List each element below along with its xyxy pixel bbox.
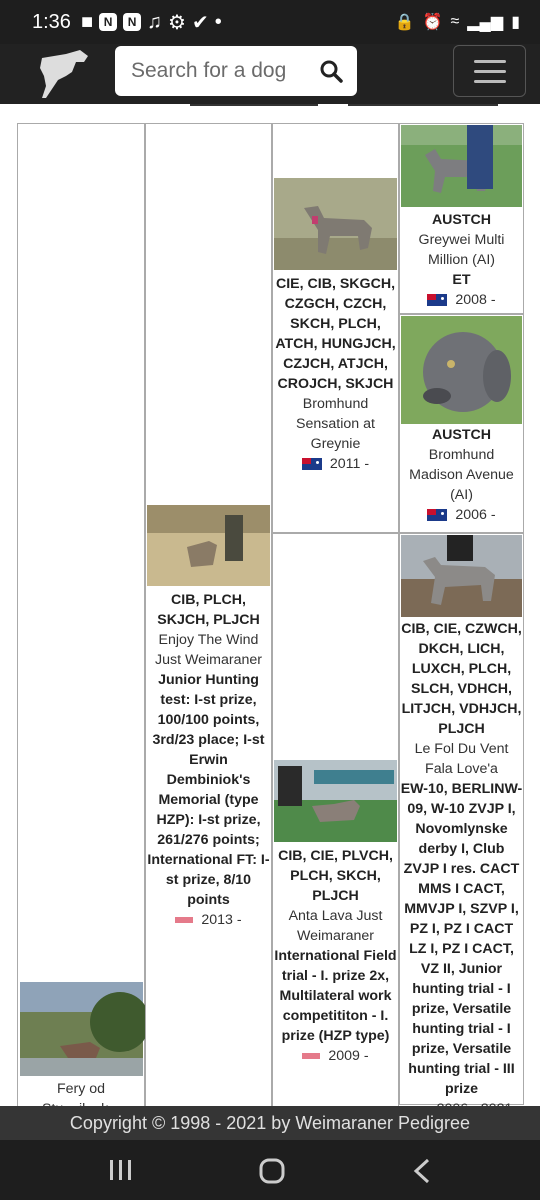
dog-photo[interactable]	[401, 316, 522, 424]
australia-flag-icon	[302, 458, 322, 470]
dog-titles: CIB, CIE, PLVCH, PLCH, SKCH, PLJCH	[278, 848, 393, 904]
battery-icon: ▮	[511, 14, 520, 31]
dog-year-row	[146, 910, 271, 930]
recent-apps-icon[interactable]	[108, 1158, 134, 1182]
dog-year-row	[400, 505, 523, 525]
australia-flag-icon	[427, 509, 447, 521]
back-icon[interactable]	[412, 1158, 432, 1184]
dog-photo[interactable]	[274, 178, 397, 270]
dog-name[interactable]: Anta Lava Just Weimaraner	[288, 908, 383, 944]
dog-titles: CIB, PLCH, SKJCH, PLJCH	[157, 592, 260, 628]
pedigree-gen4-cell	[399, 533, 524, 1105]
dog-year-row	[400, 290, 523, 310]
pedigree-gen3-top-cell	[272, 123, 399, 533]
signal-icon: ▂▄▆	[467, 14, 504, 31]
dog-year-row	[273, 454, 398, 474]
pedigree-content	[0, 104, 540, 1106]
dog-name[interactable]: Bromhund Sensation at Greynie	[296, 396, 375, 452]
dog-entry[interactable]	[400, 210, 523, 310]
poland-flag-icon	[175, 917, 193, 923]
notification-icons	[81, 10, 222, 35]
dog-achievements: EW-10, BERLINW-09, W-10 ZVJP I, Novomlynske derby I, Club ZVJP I res. CACT MMS I CACT, MMVJP I, SZVP I, PZ I, PZ I CACT LZ I, PZ I CACT, VZ II, Junior hunting trial - I prize, Versatile hunting trial - I prize, Versatile hunting trial - III prize	[400, 781, 523, 1097]
dog-photo[interactable]	[401, 125, 522, 207]
dog-year: 2009 -	[328, 1048, 369, 1064]
system-nav-bar	[0, 1140, 540, 1200]
pedigree-gen4-cell	[399, 123, 524, 314]
message-icon: ■	[80, 10, 94, 33]
dog-entry[interactable]	[18, 1079, 144, 1109]
dog-name[interactable]: Enjoy The Wind Just Weimaraner	[155, 632, 262, 668]
poland-flag-icon	[302, 1053, 320, 1059]
dog-titles: AUSTCH	[431, 212, 492, 228]
dog-entry[interactable]	[273, 846, 398, 1066]
alarm-icon: ⏰	[422, 14, 443, 31]
dog-name[interactable]: Fery od	[56, 1081, 106, 1097]
dog-photo[interactable]	[20, 982, 143, 1076]
home-icon[interactable]	[259, 1158, 285, 1184]
pedigree-gen1-cell	[17, 123, 145, 1113]
dog-photo[interactable]	[147, 505, 270, 586]
dog-photo[interactable]	[274, 760, 397, 842]
footer-copyright: Copyright © 1998 - 2021 by Weimaraner Pedigree	[0, 1106, 540, 1140]
lock-icon: 🔒	[394, 14, 415, 31]
pedigree-gen2-cell	[145, 123, 272, 1113]
dog-entry[interactable]	[400, 425, 523, 525]
tiktok-icon: ♫	[147, 10, 163, 33]
dog-year: 2008 -	[455, 292, 496, 308]
tab-remnant	[348, 104, 498, 106]
dog-year: 2013 -	[201, 912, 242, 928]
dog-extra: ET	[452, 272, 471, 288]
dog-entry[interactable]	[146, 590, 271, 930]
australia-flag-icon	[427, 294, 447, 306]
tab-remnant	[190, 104, 318, 106]
check-icon: ✔	[191, 11, 209, 34]
search-icon[interactable]	[319, 59, 343, 83]
pedigree-gen4-cell	[399, 314, 524, 533]
status-time: 1:36	[32, 10, 71, 33]
dog-year: 2006 -	[455, 507, 496, 523]
dog-titles: CIB, CIE, CZWCH, DKCH, LICH, LUXCH, PLCH, SLCH, VDHCH, LITJCH, VDHJCH, PLJCH	[401, 621, 522, 737]
dog-name[interactable]: Bromhund Madison Avenue (AI)	[409, 447, 514, 503]
dot-icon: •	[214, 10, 222, 33]
navbar	[0, 44, 540, 104]
app-n-icon: N	[99, 13, 117, 31]
dog-entry[interactable]	[273, 274, 398, 474]
dog-year-row	[273, 1046, 398, 1066]
dog-name[interactable]: Le Fol Du Vent Fala Love'a	[414, 741, 509, 777]
hamburger-line	[474, 80, 506, 83]
dog-entry[interactable]	[400, 619, 523, 1119]
dog-titles: AUSTCH	[431, 427, 492, 443]
search-input[interactable]	[131, 59, 311, 83]
settings-icon: ⚙	[168, 11, 186, 34]
dog-achievements: Junior Hunting test: I-st prize, 100/100 points, 3rd/23 place; I-st Erwin Dembiniok's Memorial (type HZP): I-st prize, 261/276 points; International FT: I-st prize, 8/10 points	[147, 672, 270, 908]
dog-year: 2011 -	[329, 456, 370, 472]
hamburger-line	[474, 60, 506, 63]
dog-titles: CIE, CIB, SKGCH, CZGCH, CZCH, SKCH, PLCH, ATCH, HUNGJCH, CZJCH, ATJCH, CROJCH, SKJCH	[275, 276, 396, 392]
status-bar	[0, 0, 540, 44]
dog-photo[interactable]	[401, 535, 522, 617]
app-n2-icon: N	[123, 13, 141, 31]
dog-achievements: International Field trial - I. prize 2x, Multilateral work competititon - I. prize (HZP type)	[274, 948, 397, 1044]
hamburger-line	[474, 70, 506, 73]
pedigree-gen3-bottom-cell	[272, 533, 399, 1113]
search-box[interactable]	[115, 46, 357, 96]
menu-button[interactable]	[453, 45, 526, 97]
dog-logo-icon[interactable]	[36, 46, 92, 100]
dog-name[interactable]: Greywei Multi Million (AI)	[418, 232, 505, 268]
wifi-icon: ≈	[450, 13, 460, 30]
system-icons	[395, 12, 520, 32]
